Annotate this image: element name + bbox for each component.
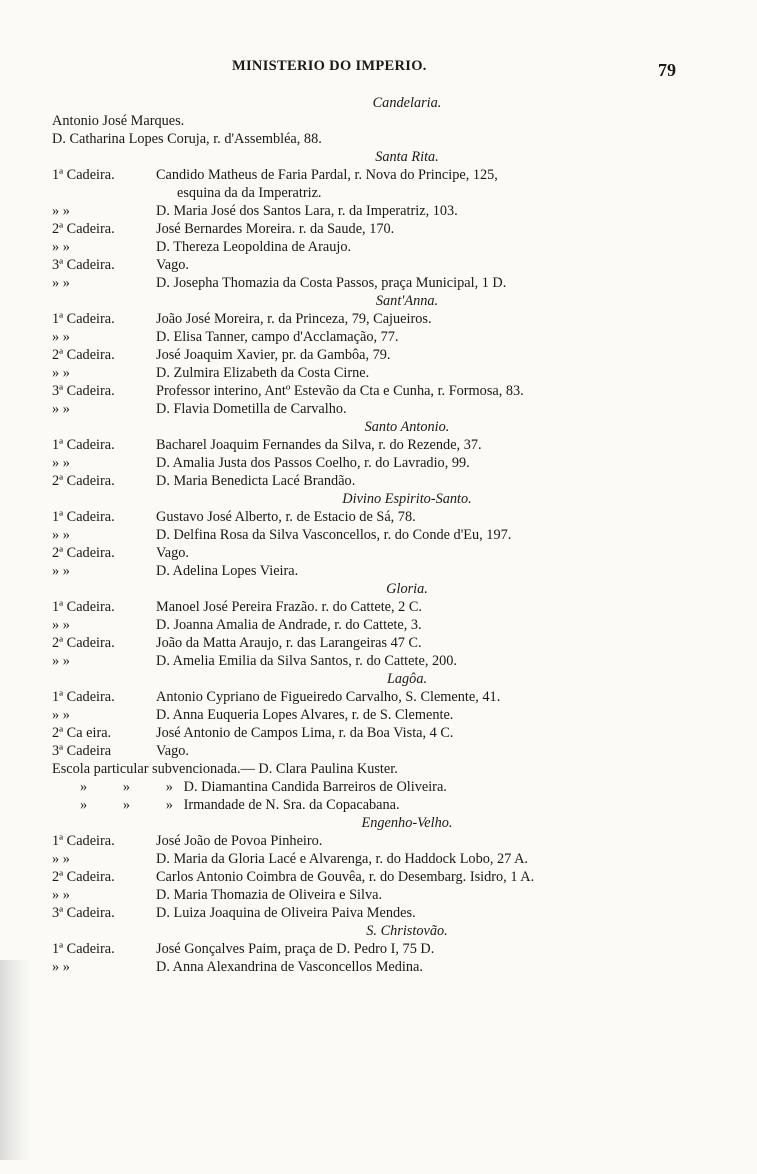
chair-label: 2ª Cadeira. — [52, 221, 115, 237]
teacher-name: José João de Povoa Pinheiro. — [156, 833, 323, 849]
chair-label: » » — [52, 887, 70, 903]
school-entry — [52, 436, 702, 454]
chair-label: » » — [52, 851, 70, 867]
school-entry — [52, 220, 702, 238]
school-entry — [52, 850, 702, 868]
chair-label: » » — [52, 617, 70, 633]
chair-label: 3ª Cadeira. — [52, 257, 115, 273]
teacher-name: D. Flavia Dometilla de Carvalho. — [156, 401, 347, 417]
chair-label: 1ª Cadeira. — [52, 437, 115, 453]
parish-heading: Santa Rita. — [375, 149, 439, 165]
teacher-name: D. Amalia Justa dos Passos Coelho, r. do Lavradio, 99. — [156, 455, 470, 471]
chair-label: 2ª Cadeira. — [52, 635, 115, 651]
school-entry — [52, 526, 702, 544]
parish-heading: Candelaria. — [372, 95, 442, 111]
teacher-name: José Gonçalves Paim, praça de D. Pedro I, 75 D. — [156, 941, 435, 957]
chair-label: 1ª Cadeira. — [52, 509, 115, 525]
teacher-name: Antonio Cypriano de Figueiredo Carvalho, S. Clemente, 41. — [156, 689, 501, 705]
teacher-name: D. Thereza Leopoldina de Araujo. — [156, 239, 352, 255]
teacher-name: Carlos Antonio Coimbra de Gouvêa, r. do Desembarg. Isidro, 1 A. — [156, 869, 535, 885]
chair-label: » » — [52, 653, 70, 669]
page-edge-shadow — [0, 960, 30, 1160]
teacher-name: Vago. — [156, 743, 189, 759]
chair-label: 1ª Cadeira. — [52, 311, 115, 327]
parish-heading: Gloria. — [386, 581, 428, 597]
school-entry — [52, 400, 702, 418]
school-entry — [52, 562, 702, 580]
school-entry — [52, 364, 702, 382]
school-entry — [52, 904, 702, 922]
parish-heading: Engenho-Velho. — [361, 815, 453, 831]
chair-label: » » — [52, 365, 70, 381]
school-entry — [52, 382, 702, 400]
teacher-name: Candido Matheus de Faria Pardal, r. Nova do Principe, 125, — [156, 167, 498, 183]
school-entry — [52, 202, 702, 220]
teacher-name: Bacharel Joaquim Fernandes da Silva, r. do Rezende, 37. — [156, 437, 482, 453]
chair-label: » » — [52, 401, 70, 417]
address-continuation: esquina da da Imperatriz. — [177, 185, 322, 201]
chair-label: 1ª Cadeira. — [52, 167, 115, 183]
chair-label: 2ª Ca eira. — [52, 725, 112, 741]
school-entry — [52, 544, 702, 562]
chair-label: » » — [52, 275, 70, 291]
teacher-name: João José Moreira, r. da Princeza, 79, Cajueiros. — [156, 311, 432, 327]
teacher-name: João da Matta Araujo, r. das Larangeiras 47 C. — [156, 635, 422, 651]
teacher-name: D. Maria Thomazia de Oliveira e Silva. — [156, 887, 383, 903]
parish-heading: Santo Antonio. — [364, 419, 450, 435]
teacher-name: D. Delfina Rosa da Silva Vasconcellos, r. do Conde d'Eu, 197. — [156, 527, 512, 543]
school-entry — [52, 742, 702, 760]
teacher-name: José Antonio de Campos Lima, r. da Boa Vista, 4 C. — [156, 725, 454, 741]
private-school-entry: » » » D. Diamantina Candida Barreiros de Oliveira. — [80, 779, 447, 795]
school-entry — [52, 166, 702, 184]
chair-label: 3ª Cadeira. — [52, 383, 115, 399]
chair-label: » » — [52, 527, 70, 543]
teacher-name: Professor interino, Antº Estevão da Cta e Cunha, r. Formosa, 83. — [156, 383, 524, 399]
teacher-name: D. Anna Alexandrina de Vasconcellos Medina. — [156, 959, 423, 975]
chair-label: 1ª Cadeira. — [52, 689, 115, 705]
chair-label: 2ª Cadeira. — [52, 473, 115, 489]
private-school-entry: » » » Irmandade de N. Sra. da Copacabana. — [80, 797, 400, 813]
chair-label: 1ª Cadeira. — [52, 833, 115, 849]
school-entry — [52, 724, 702, 742]
school-entry — [52, 310, 702, 328]
chair-label: 1ª Cadeira. — [52, 941, 115, 957]
teacher-name: D. Joanna Amalia de Andrade, r. do Cattete, 3. — [156, 617, 422, 633]
chair-label: 2ª Cadeira. — [52, 869, 115, 885]
document-body — [52, 94, 702, 976]
teacher-name: Vago. — [156, 257, 189, 273]
school-entry — [52, 634, 702, 652]
teacher-name: Gustavo José Alberto, r. de Estacio de Sá, 78. — [156, 509, 416, 525]
teacher-name: D. Anna Euqueria Lopes Alvares, r. de S. Clemente. — [156, 707, 454, 723]
school-entry — [52, 508, 702, 526]
school-entry — [52, 454, 702, 472]
page-number: 79 — [658, 60, 676, 80]
school-entry — [52, 868, 702, 886]
parish-heading: Divino Espirito-Santo. — [342, 491, 472, 507]
teacher-name: D. Maria da Gloria Lacé e Alvarenga, r. do Haddock Lobo, 27 A. — [156, 851, 528, 867]
school-entry — [52, 274, 702, 292]
chair-label: 3ª Cadeira. — [52, 905, 115, 921]
school-entry — [52, 256, 702, 274]
chair-label: 3ª Cadeira — [52, 743, 112, 759]
chair-label: » » — [52, 455, 70, 471]
teacher-name: D. Amelia Emilia da Silva Santos, r. do Cattete, 200. — [156, 653, 457, 669]
school-entry — [52, 328, 702, 346]
school-entry — [52, 652, 702, 670]
school-entry — [52, 598, 702, 616]
teacher-name: Manoel José Pereira Frazão. r. do Cattete, 2 C. — [156, 599, 423, 615]
chair-label: » » — [52, 707, 70, 723]
running-head: MINISTERIO DO IMPERIO. — [232, 58, 427, 74]
school-entry — [52, 940, 702, 958]
teacher-name: José Bernardes Moreira. r. da Saude, 170. — [156, 221, 395, 237]
chair-label: 2ª Cadeira. — [52, 347, 115, 363]
teacher-name: José Joaquim Xavier, pr. da Gambôa, 79. — [156, 347, 391, 363]
text-line: Antonio José Marques. — [52, 113, 185, 129]
teacher-name: D. Josepha Thomazia da Costa Passos, praça Municipal, 1 D. — [156, 275, 507, 291]
teacher-name: Vago. — [156, 545, 189, 561]
chair-label: » » — [52, 203, 70, 219]
text-line: Escola particular subvencionada.— D. Clara Paulina Kuster. — [52, 761, 398, 777]
chair-label: » » — [52, 239, 70, 255]
school-entry — [52, 346, 702, 364]
school-entry — [52, 472, 702, 490]
chair-label: 1ª Cadeira. — [52, 599, 115, 615]
school-entry — [52, 616, 702, 634]
parish-heading: S. Christovão. — [366, 923, 448, 939]
parish-heading: Sant'Anna. — [375, 293, 439, 309]
chair-label: » » — [52, 959, 70, 975]
chair-label: 2ª Cadeira. — [52, 545, 115, 561]
school-entry — [52, 832, 702, 850]
school-entry — [52, 958, 702, 976]
teacher-name: D. Adelina Lopes Vieira. — [156, 563, 299, 579]
teacher-name: D. Elisa Tanner, campo d'Acclamação, 77. — [156, 329, 399, 345]
teacher-name: D. Maria Benedicta Lacé Brandão. — [156, 473, 356, 489]
text-line: D. Catharina Lopes Coruja, r. d'Assembléa, 88. — [52, 131, 322, 147]
teacher-name: D. Maria José dos Santos Lara, r. da Imperatriz, 103. — [156, 203, 458, 219]
teacher-name: D. Zulmira Elizabeth da Costa Cirne. — [156, 365, 370, 381]
chair-label: » » — [52, 563, 70, 579]
school-entry — [52, 886, 702, 904]
school-entry — [52, 238, 702, 256]
school-entry — [52, 706, 702, 724]
chair-label: » » — [52, 329, 70, 345]
school-entry — [52, 688, 702, 706]
teacher-name: D. Luiza Joaquina de Oliveira Paiva Mendes. — [156, 905, 416, 921]
parish-heading: Lagôa. — [386, 671, 428, 687]
